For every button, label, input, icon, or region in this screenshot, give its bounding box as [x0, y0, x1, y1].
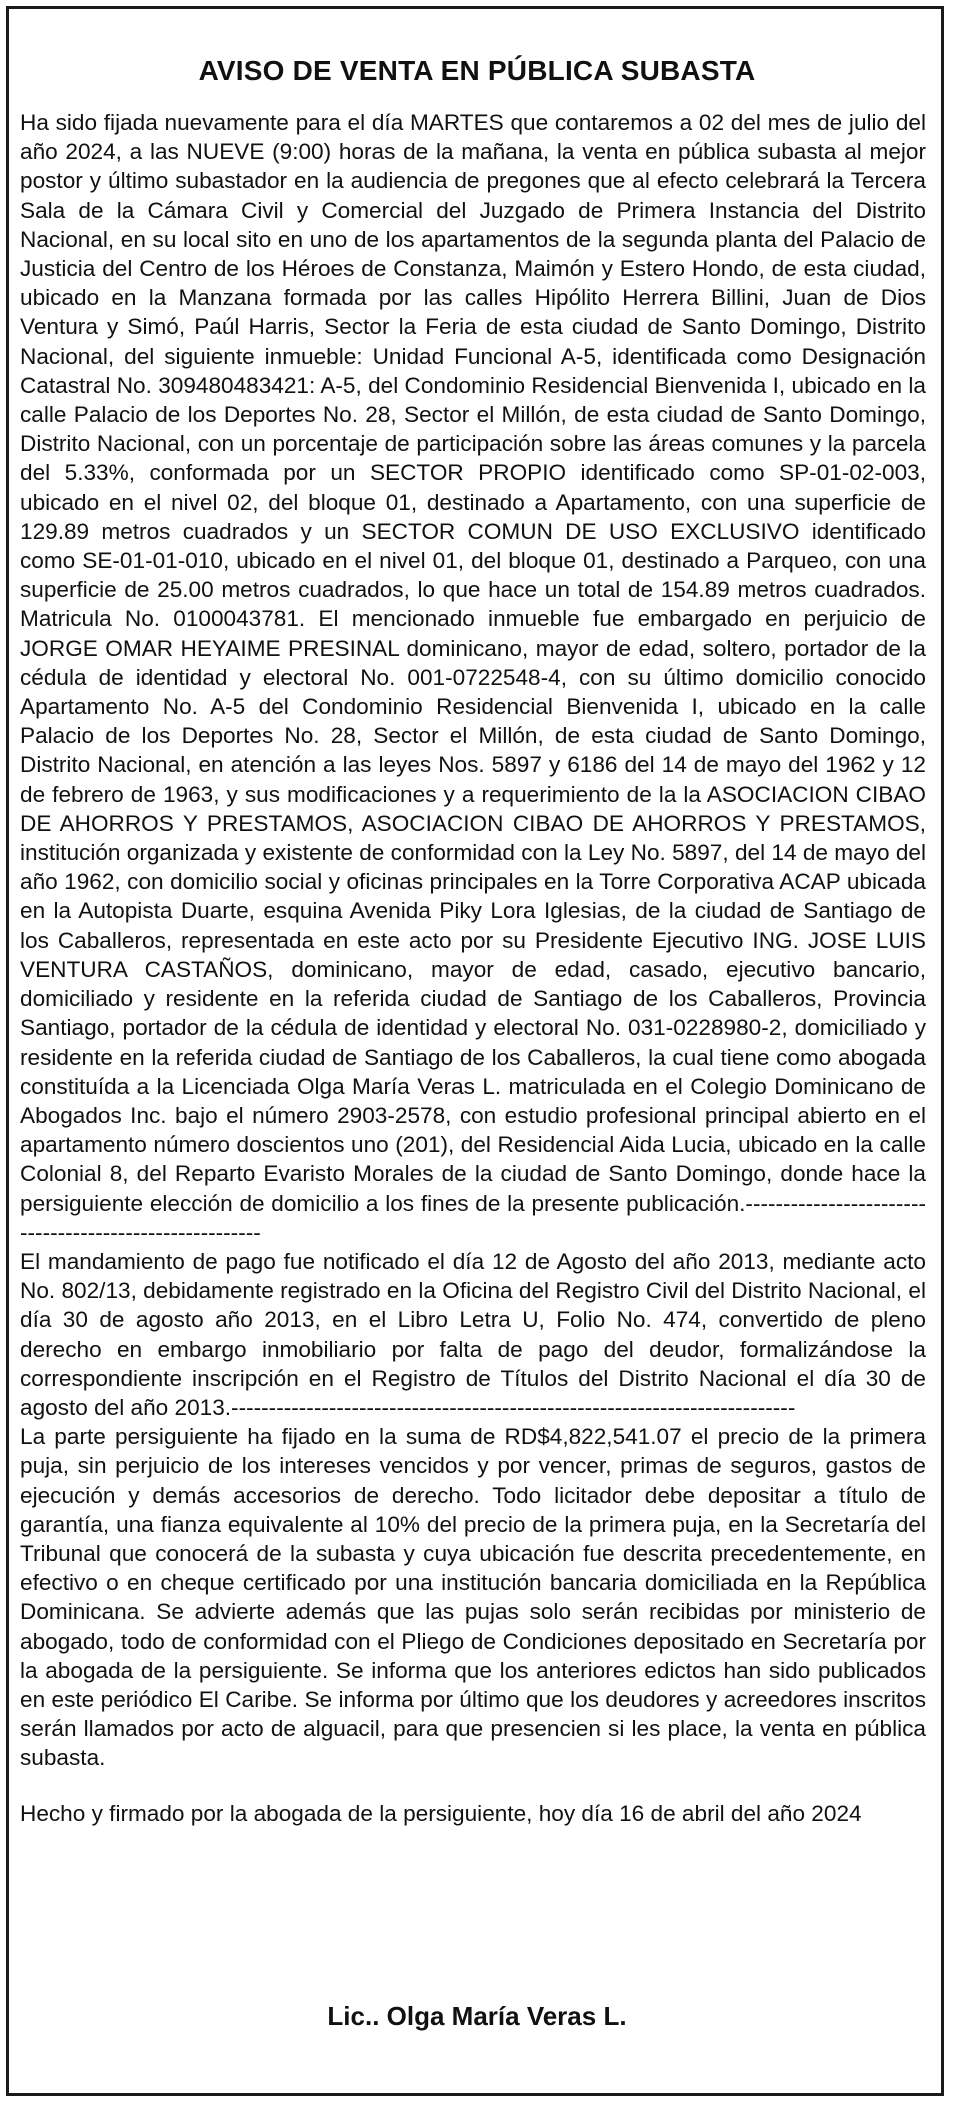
notice-title: AVISO DE VENTA EN PÚBLICA SUBASTA [198, 55, 756, 86]
notice-body [20, 108, 926, 1828]
notice-paragraph-signed-date: Hecho y firmado por la abogada de la persiguiente, hoy día 16 de abril del año 2024 [20, 1800, 862, 1826]
notice-paragraph-bidding-terms: La parte persiguiente ha fijado en la suma de RD$4,822,541.07 el precio de la primera puja, sin perjuicio de los intereses vencidos y por vencer, primas de seguros, gastos de ejecución y demás accesorios de derecho. Todo licitador debe depositar a título de garantía, una fianza equivalente al 10% del precio de la primera puja, en la Secretaría del Tribunal que conocerá de la subasta y cuya ubicación fue descrita precedentemente, en efectivo o en cheque certificado por una institución bancaria domiciliada en la República Dominicana. Se advierte además que las pujas solo serán recibidas por ministerio de abogado, todo de conformidad con el Pliego de Condiciones depositado en Secretaría por la abogada de la persiguiente. Se informa que los anteriores edictos han sido publicados en este periódico El Caribe. Se informa por último que los deudores y acreedores inscritos serán llamados por acto de alguacil, para que presencien si les place, la venta en pública subasta. [20, 1424, 926, 1771]
notice-paragraph-auction-details: Ha sido fijada nuevamente para el día MARTES que contaremos a 02 del mes de julio del año 2024, a las NUEVE (9:00) horas de la mañana, la venta en pública subasta al mejor postor y último subastador en la audiencia de pregones que al efecto celebrará la Tercera Sala de la Cámara Civil y Comercial del Juzgado de Primera Instancia del Distrito Nacional, en su local sito en uno de los apartamentos de la segunda planta del Palacio de Justicia del Centro de los Héroes de Constanza, Maimón y Estero Hondo, de esta ciudad, ubicado en la Manzana formada por las calles Hipólito Herrera Billini, Juan de Dios Ventura y Simó, Paúl Harris, Sector la Feria de esta ciudad de Santo Domingo, Distrito Nacional, del siguiente inmueble: Unidad Funcional A-5, identificada como Designación Catastral No. 309480483421: A-5, del Condominio Residencial Bienvenida I, ubicado en la calle Palacio de los Deportes No. 28, Sector el Millón, de esta ciudad de Santo Domingo, Distrito Nacional, con un porcentaje de participación sobre las áreas comunes y la parcela del 5.33%, conformada por un SECTOR PROPIO identificado como SP-01-02-003, ubicado en el nivel 02, del bloque 01, destinado a Apartamento, con una superficie de 129.89 metros cuadrados y un SECTOR COMUN DE USO EXCLUSIVO identificado como SE-01-01-010, ubicado en el nivel 01, del bloque 01, destinado a Parqueo, con una superficie de 25.00 metros cuadrados, lo que hace un total de 154.89 metros cuadrados. Matricula No. 0100043781. El mencionado inmueble fue embargado en perjuicio de JORGE OMAR HEYAIME PRESINAL dominicano, mayor de edad, soltero, portador de la cédula de identidad y electoral No. 001-0722548-4, con su último domicilio conocido Apartamento No. A-5 del Condominio Residencial Bienvenida I, ubicado en la calle Palacio de los Deportes No. 28, Sector el Millón, de esta ciudad de Santo Domingo, Distrito Nacional, en atención a las leyes Nos. 5897 y 6186 del 14 de mayo del 1962 y 12 de febrero de 1963, y sus modificaciones y a requerimiento de la la ASOCIACION CIBAO DE AHORROS Y PRESTAMOS, ASOCIACION CIBAO DE AHORROS Y PRESTAMOS, institución organizada y existente de conformidad con la Ley No. 5897, del 14 de mayo del año 1962, con domicilio social y oficinas principales en la Torre Corporativa ACAP ubicada en la Autopista Duarte, esquina Avenida Piky Lora Iglesias, de la ciudad de Santiago de los Caballeros, representada en este acto por su Presidente Ejecutivo ING. JOSE LUIS VENTURA CASTAÑOS, dominicano, mayor de edad, casado, ejecutivo bancario, domiciliado y residente en la referida ciudad de Santiago de los Caballeros, Provincia Santiago, portador de la cédula de identidad y electoral No. 031-0228980-2, domiciliado y residente en la referida ciudad de Santiago de los Caballeros, la cual tiene como abogada constituída a la Licenciada Olga María Veras L. matriculada en el Colegio Dominicano de Abogados Inc. bajo el número 2903-2578, con estudio profesional principal abierto en el apartamento número doscientos uno (201), del Residencial Aida Lucia, ubicado en la calle Colonial 8, del Reparto Evaristo Morales de la ciudad de Santo Domingo, donde hace la persiguiente elección de domicilio a los fines de la presente publicación.-------------------------------------------------------- [20, 110, 926, 1245]
notice-signature: Lic.. Olga María Veras L. [327, 2001, 627, 2031]
notice-paragraph-payment-order: El mandamiento de pago fue notificado el día 12 de Agosto del año 2013, mediante acto No. 802/13, debidamente registrado en la Oficina del Registro Civil del Distrito Nacional, el día 30 de agosto año 2013, en el Libro Letra U, Folio No. 474, convertido de pleno derecho en embargo inmobiliario por falta de pago del deudor, formalizándose la correspondiente inscripción en el Registro de Títulos del Distrito Nacional el día 30 de agosto del año 2013.--------------------------------------------------------------------------- [20, 1248, 926, 1420]
